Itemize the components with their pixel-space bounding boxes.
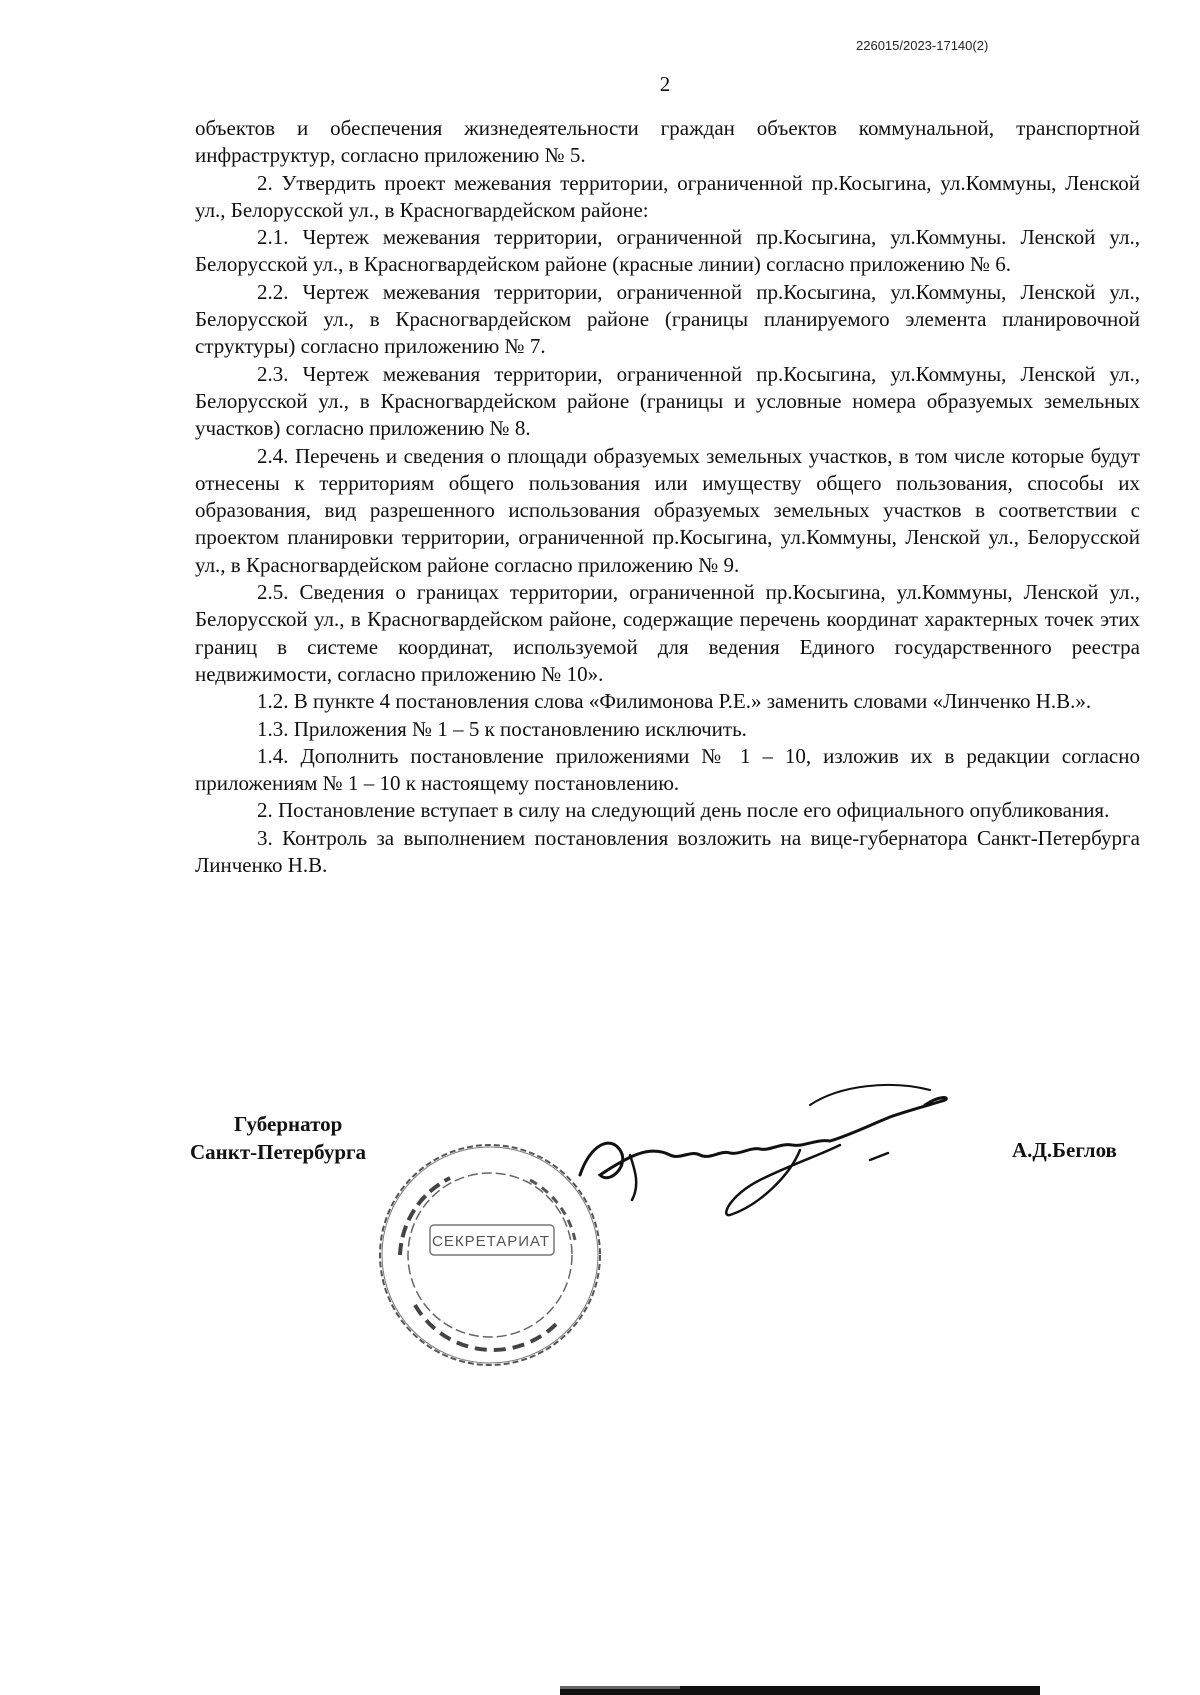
signatory-title-line2: Санкт-Петербурга [190, 1140, 367, 1164]
paragraph: 1.3. Приложения № 1 – 5 к постановлению исключить. [257, 716, 747, 741]
paragraph: 2. Утвердить проект межевания территории, ограниченной пр.Косыгина, ул.Коммуны, Ленской ул., Белорусской ул., в Красногвардейском районе: [195, 170, 1140, 222]
seal-label: СЕКРЕТАРИАТ [432, 1233, 551, 1250]
paragraph: 2.3. Чертеж межевания территории, ограниченной пр.Косыгина, ул.Коммуны, Ленской ул., Белорусской ул., в Красногвардейском районе (границы и условные номера образуемых земельных участков) согласно приложению № 8. [195, 361, 1140, 441]
paragraph: 3. Контроль за выполнением постановления возложить на вице-губернатора Санкт-Петербурга Линченко Н.В. [195, 825, 1140, 878]
scan-edge-bar-light [560, 1686, 680, 1689]
signatory-title [190, 1110, 366, 1166]
paragraph: 2. Постановление вступает в силу на следующий день после его официального опубликования. [257, 798, 1110, 823]
paragraph: 1.2. В пункте 4 постановления слова «Филимонова Р.Е.» заменить словами «Линченко Н.В.». [257, 689, 1092, 714]
paragraph: 2.2. Чертеж межевания территории, ограниченной пр.Косыгина, ул.Коммуны, Ленской ул., Белорусской ул., в Красногвардейском районе (границы планируемого элемента планировочной структуры) согласно приложению № 7. [195, 279, 1140, 359]
document-id: 226015/2023-17140(2) [856, 38, 989, 53]
paragraph: 2.4. Перечень и сведения о площади образуемых земельных участков, в том числе которые будут отнесены к территориям общего пользования или имуществу общего пользования, способы их образования, вид разрешенного использования образуемых земельных участков в соответствии с проектом планировки территории, ограниченной пр.Косыгина, ул.Коммуны, Ленской ул., Белорусской ул., в Красногвардейском районе согласно приложению № 9. [195, 443, 1140, 577]
signatory-name: А.Д.Беглов [1012, 1138, 1117, 1162]
paragraph: 1.4. Дополнить постановление приложениями № 1 – 10, изложив их в редакции согласно приложениям № 1 – 10 к настоящему постановлению. [195, 743, 1140, 796]
document-body [195, 115, 1140, 879]
paragraph: 2.1. Чертеж межевания территории, ограниченной пр.Косыгина, ул.Коммуны. Ленской ул., Белорусской ул., в Красногвардейском районе (красные линии) согласно приложению № 6. [195, 225, 1140, 277]
scan-edge-bar [560, 1686, 1040, 1695]
handwritten-signature-icon [570, 1055, 960, 1235]
signatory-title-line1: Губернатор [234, 1112, 343, 1136]
paragraph: 2.5. Сведения о границах территории, ограниченной пр.Косыгина, ул.Коммуны, Ленской ул., Белорусской ул., в Красногвардейском районе, содержащие перечень координат характерных точек этих границ в системе координат, используемой для ведения Единого государственного реестра недвижимости, согласно приложению № 10». [195, 580, 1140, 686]
page-number: 2 [659, 72, 671, 96]
paragraph: объектов и обеспечения жизнедеятельности граждан объектов коммунальной, транспортной инфраструктур, согласно приложению № 5. [195, 116, 1140, 168]
signature-block [0, 1100, 1200, 1400]
